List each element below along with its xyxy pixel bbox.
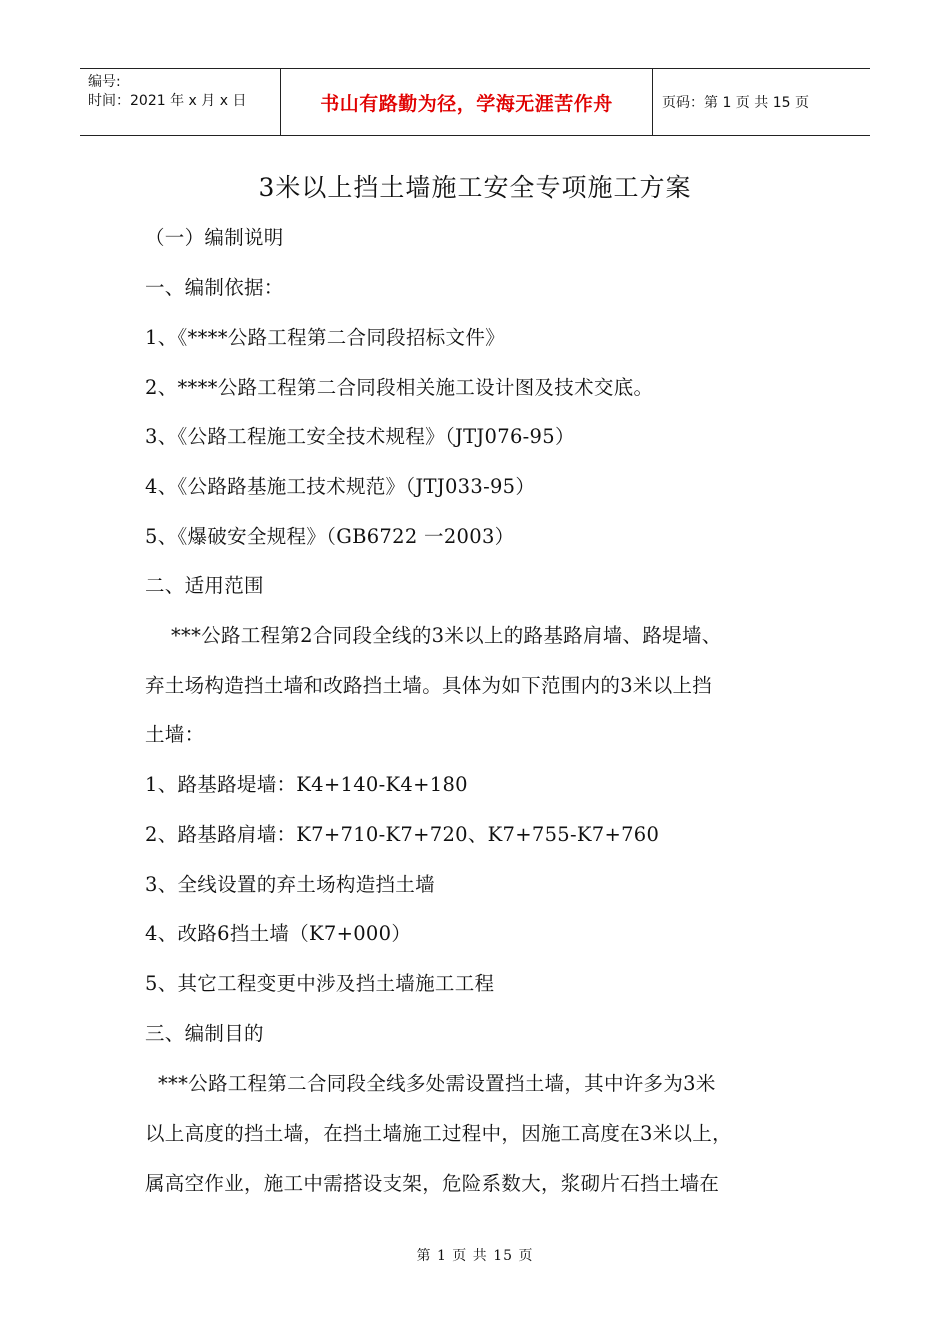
body-line: 三、编制目的 <box>145 1022 264 1045</box>
document-number-label: 编号: <box>88 74 121 90</box>
body-line: 一、编制依据： <box>145 276 284 299</box>
body-line: 4、改路6挡土墙（K7+000） <box>145 922 412 945</box>
body-line: 弃土场构造挡土墙和改路挡土墙。具体为如下范围内的3米以上挡 <box>145 674 713 697</box>
body-line: 2、路基路肩墙：K7+710-K7+720、K7+755-K7+760 <box>145 823 660 846</box>
body-line: ***公路工程第2合同段全线的3米以上的路基路肩墙、路堤墙、 <box>145 624 722 647</box>
body-line: 4、《公路路基施工技术规范》（JTJ033-95） <box>145 475 536 498</box>
body-line: 3、全线设置的弃土场构造挡土墙 <box>145 873 435 896</box>
body-line: 3、《公路工程施工安全技术规程》（JTJ076-95） <box>145 425 575 448</box>
body-line: 2、****公路工程第二合同段相关施工设计图及技术交底。 <box>145 376 654 399</box>
body-line: 二、适用范围 <box>145 574 264 597</box>
body-line: 5、其它工程变更中涉及挡土墙施工工程 <box>145 972 495 995</box>
page-footer: 第 1 页 共 15 页 <box>416 1248 534 1264</box>
header-page-info: 页码：第 1 页 共 15 页 <box>662 95 809 111</box>
body-line: 土墙： <box>145 723 205 746</box>
body-line: ***公路工程第二合同段全线多处需设置挡土墙，其中许多为3米 <box>145 1072 716 1095</box>
body-line: 属高空作业，施工中需搭设支架，危险系数大，浆砌片石挡土墙在 <box>145 1172 720 1195</box>
page-header <box>80 68 870 136</box>
header-left-cell <box>80 69 281 135</box>
header-motto: 书山有路勤为径，学海无涯苦作舟 <box>281 69 653 135</box>
document-date: 时间：2021 年 x 月 x 日 <box>88 93 247 109</box>
body-line: 1、《****公路工程第二合同段招标文件》 <box>145 326 505 349</box>
document-title: 3米以上挡土墙施工安全专项施工方案 <box>258 173 692 202</box>
body-line: 1、路基路堤墙：K4+140-K4+180 <box>145 773 468 796</box>
body-line: （一）编制说明 <box>145 226 284 249</box>
body-line: 5、《爆破安全规程》（GB6722 一2003） <box>145 525 515 548</box>
body-line: 以上高度的挡土墙，在挡土墙施工过程中，因施工高度在3米以上， <box>145 1122 732 1145</box>
